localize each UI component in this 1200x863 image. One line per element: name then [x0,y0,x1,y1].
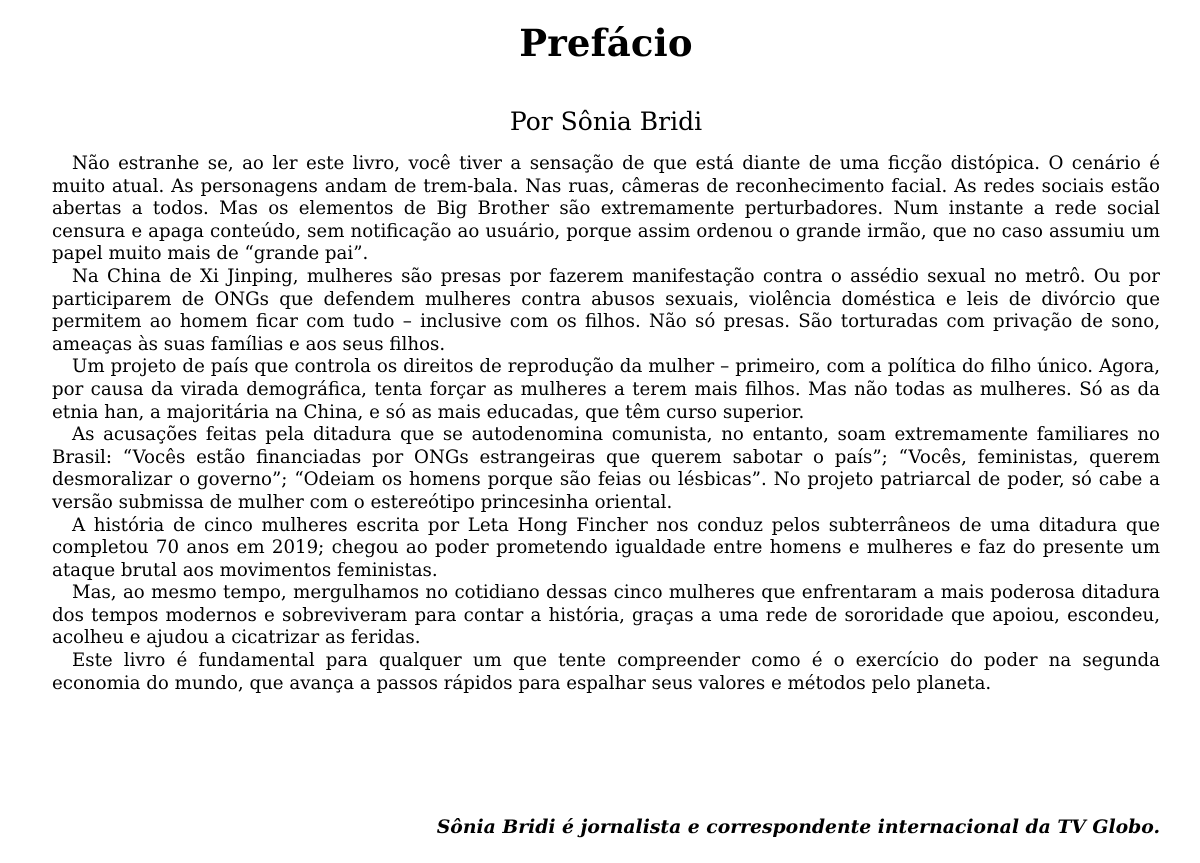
paragraph: Mas, ao mesmo tempo, mergulhamos no cotidiano dessas cinco mulheres que enfrentaram a mais poderosa ditadura dos tempos modernos e sobreviveram para contar a história, graças a uma rede de sororidade que apoiou, escondeu, acolheu e ajudou a cicatrizar as feridas. [52,582,1160,649]
author-signature-note: Sônia Bridi é jornalista e correspondente internacional da TV Globo. [436,816,1160,838]
paragraph: A história de cinco mulheres escrita por Leta Hong Fincher nos conduz pelos subterrâneos de uma ditadura que completou 70 anos em 2019; chegou ao poder prometendo igualdade entre homens e mulheres e faz do presente um ataque brutal aos movimentos feministas. [52,514,1160,581]
author-byline: Por Sônia Bridi [509,107,703,136]
paragraph: Um projeto de país que controla os direitos de reprodução da mulher – primeiro, com a política do filho único. Agora, por causa da virada demográfica, tenta forçar as mulheres a terem mais filhos. Mas não todas as mulheres. Só as da etnia han, a majoritária na China, e só as mais educadas, que têm curso superior. [52,356,1160,423]
paragraph: As acusações feitas pela ditadura que se autodenomina comunista, no entanto, soam extremamente familiares no Brasil: “Vocês estão financiadas por ONGs estrangeiras que querem sabotar o país”; “Vocês, feministas, querem desmoralizar o governo”; “Odeiam os homens porque são feias ou lésbicas”. No projeto patriarcal de poder, só cabe a versão submissa de mulher com o estereótipo princesinha oriental. [52,424,1160,513]
paragraph: Na China de Xi Jinping, mulheres são presas por fazerem manifestação contra o assédio sexual no metrô. Ou por participarem de ONGs que defendem mulheres contra abusos sexuais, violência doméstica e leis de divórcio que permitem ao homem ficar com tudo – inclusive com os filhos. Não só presas. São torturadas com privação de sono, ameaças às suas famílias e aos seus filhos. [52,265,1160,355]
preface-page [52,20,1160,838]
preface-body [52,153,1160,695]
page-title: Prefácio [519,21,693,65]
paragraph: Não estranhe se, ao ler este livro, você tiver a sensação de que está diante de uma ficção distópica. O cenário é muito atual. As personagens andam de trem-bala. Nas ruas, câmeras de reconhecimento facial. As redes sociais estão abertas a todos. Mas os elementos de Big Brother são extremamente perturbadores. Num instante a rede social censura e apaga conteúdo, sem notificação ao usuário, porque assim ordenou o grande irmão, que no caso assumiu um papel muito mais de “grande pai”. [52,153,1160,265]
paragraph: Este livro é fundamental para qualquer um que tente compreender como é o exercício do poder na segunda economia do mundo, que avança a passos rápidos para espalhar seus valores e métodos pelo planeta. [52,650,1160,694]
